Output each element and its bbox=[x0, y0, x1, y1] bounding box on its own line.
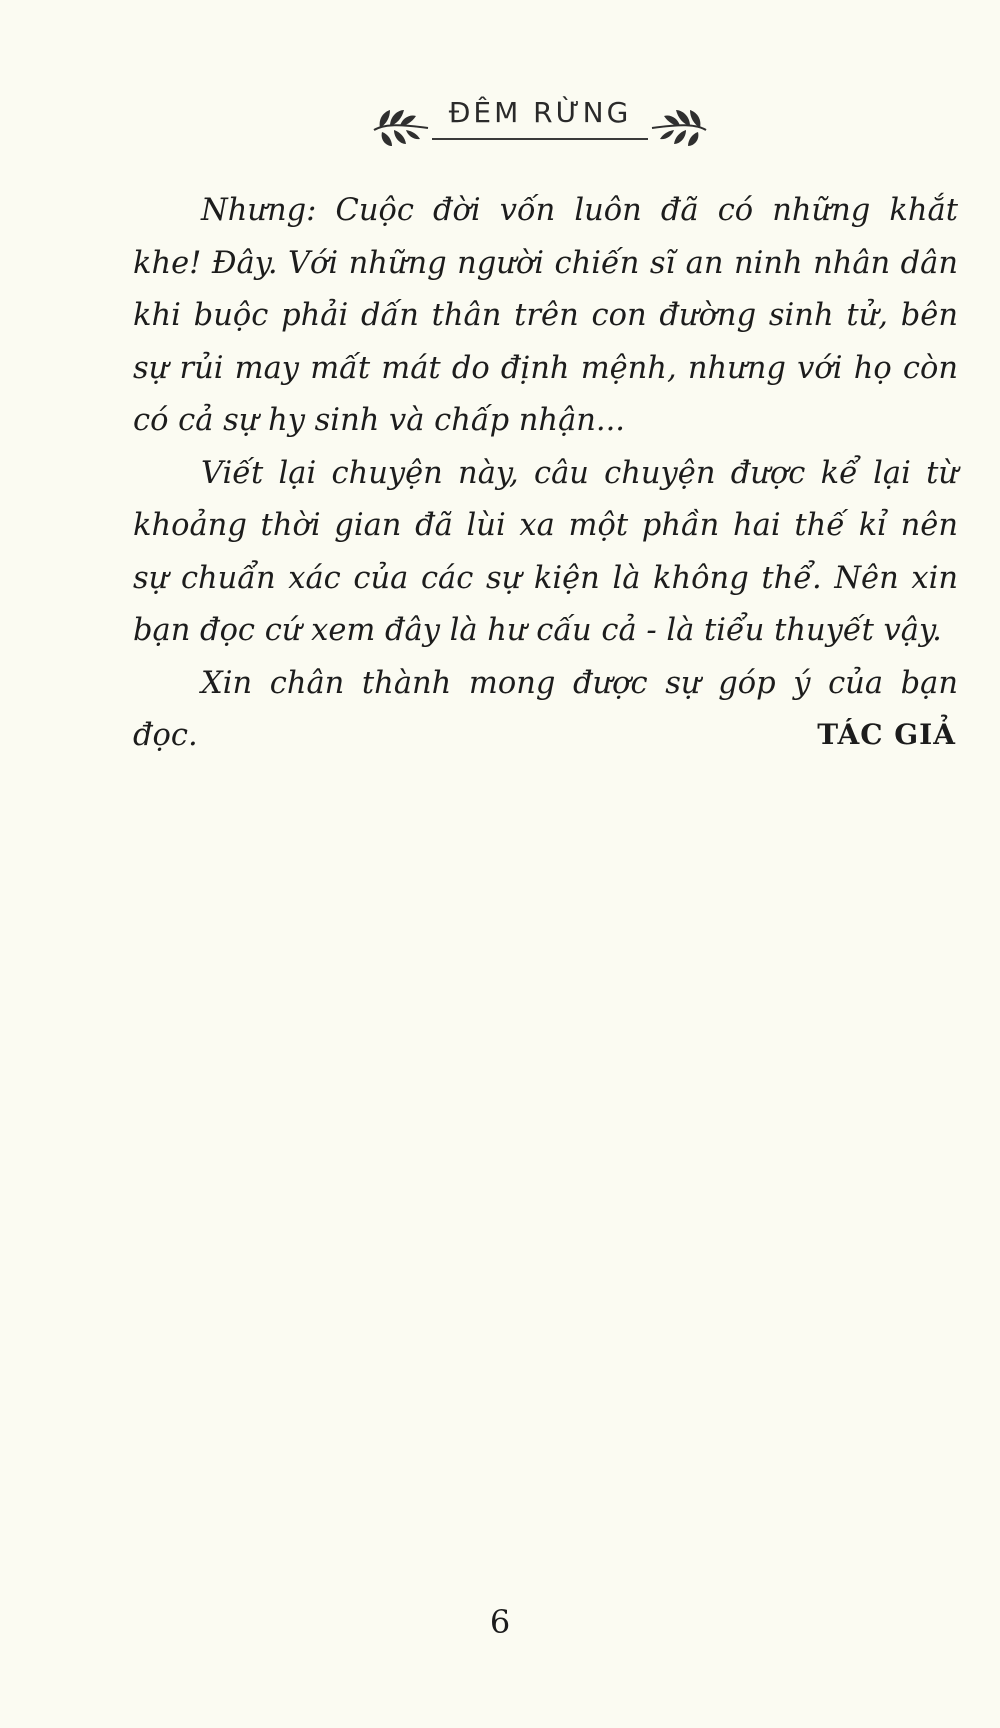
header-rule bbox=[432, 138, 648, 140]
paragraph: Xin chân thành mong được sự góp ý của bạn đọc. bbox=[133, 665, 958, 753]
running-header bbox=[370, 96, 710, 156]
running-header-title: ĐÊM RỪNG bbox=[448, 96, 632, 129]
paragraph: Viết lại chuyện này, câu chuyện được kể lại từ khoảng thời gian đã lùi xa một phần hai thế kỉ nên sự chuẩn xác của các sự kiện là không thể. Nên xin bạn đọc cứ xem đây là hư cấu cả - là tiểu thuyết vậy. bbox=[133, 455, 958, 648]
author-signature: TÁC GIẢ bbox=[817, 718, 956, 751]
body-text bbox=[133, 185, 958, 763]
leaf-ornament-right-icon bbox=[648, 104, 710, 150]
paragraph: Nhưng: Cuộc đời vốn luôn đã có những khắt khe! Đây. Với những người chiến sĩ an ninh nhân dân khi buộc phải dấn thân trên con đường sinh tử, bên sự rủi may mất mát do định mệnh, nhưng với họ còn có cả sự hy sinh và chấp nhận... bbox=[133, 193, 958, 438]
page-number: 6 bbox=[489, 1603, 511, 1641]
